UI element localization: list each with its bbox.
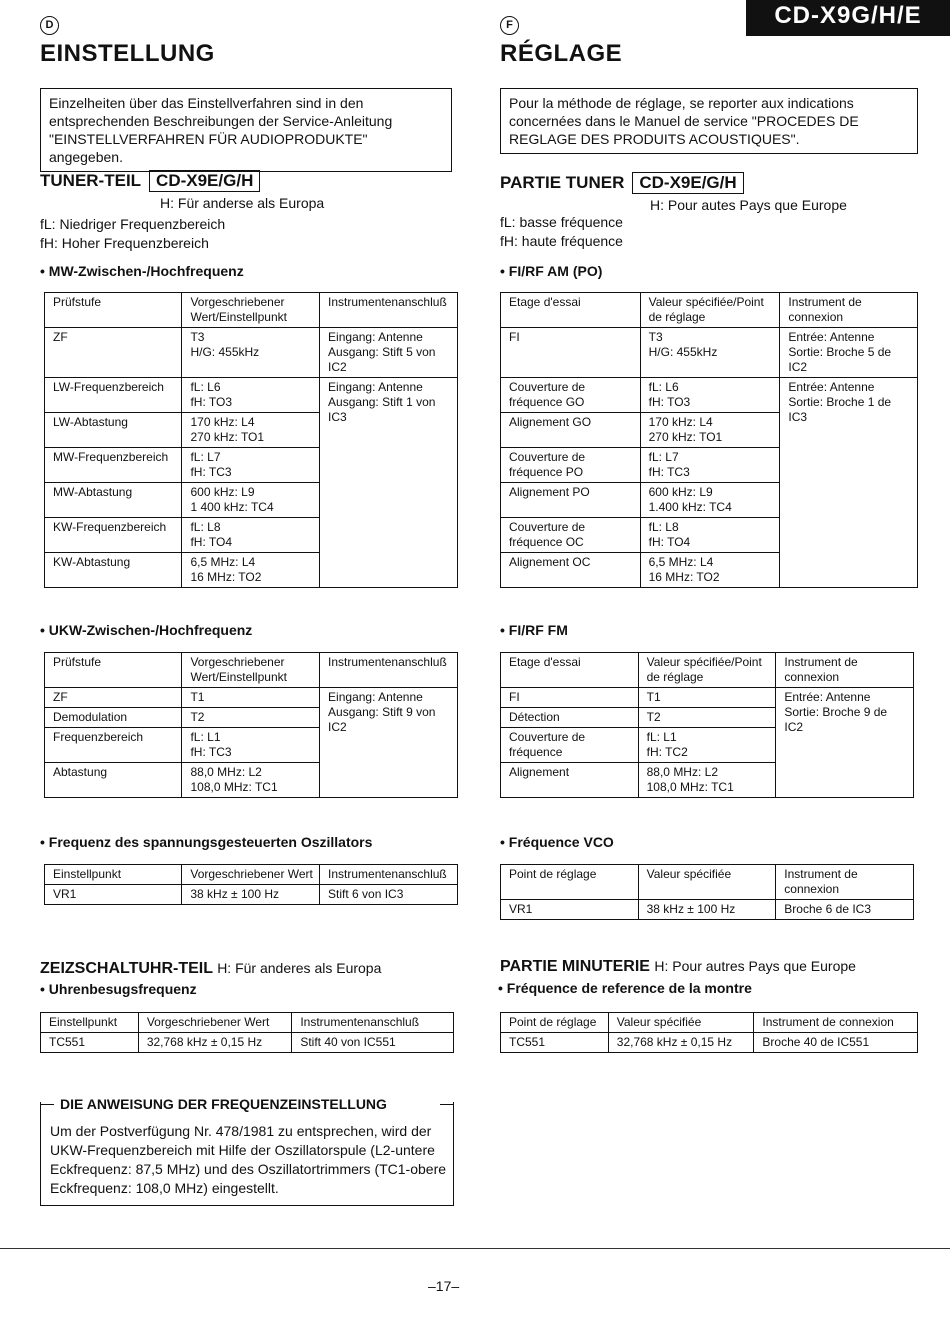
table-cell: Couverture de fréquence OC	[501, 518, 641, 553]
table-cell: Couverture de fréquence PO	[501, 448, 641, 483]
table-cell: T3 H/G: 455kHz	[640, 328, 780, 378]
table-header: Valeur spécifiée	[608, 1013, 754, 1033]
am-title-fr: • FI/RF AM (PO)	[500, 263, 603, 279]
fl-note-de: fL: Niedriger Frequenzbereich	[40, 216, 226, 232]
table-cell: Entrée: Antenne Sortie: Broche 5 de IC2	[780, 328, 918, 378]
clock-title-de: • Uhrenbesugsfrequenz	[40, 981, 197, 997]
table-header: Vorgeschriebener Wert/Einstellpunkt	[182, 293, 320, 328]
page-number: –17–	[428, 1278, 460, 1294]
mw-table-de	[44, 292, 458, 588]
vco-table-fr	[500, 864, 914, 920]
timer-sub-de: H: Für anderes als Europa	[217, 960, 382, 976]
footer-rule	[0, 1248, 950, 1249]
clock-table-de	[40, 1012, 454, 1053]
table-cell: T3 H/G: 455kHz	[182, 328, 320, 378]
clock-title-fr: • Fréquence de reference de la montre	[498, 980, 752, 996]
table-cell: fL: L7 fH: TC3	[640, 448, 780, 483]
mw-title-de: • MW-Zwischen-/Hochfrequenz	[40, 263, 244, 279]
tuner-model-box-de: CD-X9E/G/H	[149, 170, 260, 192]
table-cell: Stift 40 von IC551	[292, 1033, 454, 1053]
note-box-de: Einzelheiten über das Einstellverfahren sind in den entsprechenden Beschreibungen der Service-Anleitung "EINSTELLVERFAHREN FÜR AUDIOPRODUKTE" angegeben.	[40, 88, 452, 172]
table-header: Point de réglage	[501, 1013, 609, 1033]
heading-de: EINSTELLUNG	[40, 40, 215, 67]
table-cell: 38 kHz ± 100 Hz	[182, 885, 320, 905]
box-top-line-left	[40, 1104, 54, 1105]
table-cell: 88,0 MHz: L2 108,0 MHz: TC1	[638, 763, 776, 798]
tuner-section-title-fr	[500, 172, 744, 194]
table-cell: Couverture de fréquence GO	[501, 378, 641, 413]
table-cell: T1	[182, 688, 320, 708]
table-cell: 32,768 kHz ± 0,15 Hz	[138, 1033, 291, 1053]
table-cell: FI	[501, 328, 641, 378]
table-header: Instrument de connexion	[776, 653, 914, 688]
am-table-fr	[500, 292, 918, 588]
box-top-line-right	[440, 1104, 454, 1105]
table-header: Prüfstufe	[45, 293, 182, 328]
table-cell: VR1	[501, 900, 639, 920]
table-cell: fL: L1 fH: TC2	[638, 728, 776, 763]
table-cell: 32,768 kHz ± 0,15 Hz	[608, 1033, 754, 1053]
fm-title-fr: • FI/RF FM	[500, 622, 568, 638]
fh-note-de: fH: Hoher Frequenzbereich	[40, 235, 209, 251]
table-cell: LW-Abtastung	[45, 413, 182, 448]
table-cell: TC551	[501, 1033, 609, 1053]
table-header: Valeur spécifiée	[638, 865, 776, 900]
ukw-table-de	[44, 652, 458, 798]
fl-note-fr: fL: basse fréquence	[500, 214, 623, 230]
table-cell: 600 kHz: L9 1 400 kHz: TC4	[182, 483, 320, 518]
table-cell: MW-Abtastung	[45, 483, 182, 518]
table-header: Instrumentenanschluß	[320, 653, 458, 688]
table-cell: KW-Frequenzbereich	[45, 518, 182, 553]
table-cell: Broche 40 de IC551	[754, 1033, 918, 1053]
vco-title-fr: • Fréquence VCO	[500, 834, 614, 850]
table-cell: Demodulation	[45, 708, 182, 728]
table-cell: 6,5 MHz: L4 16 MHz: TO2	[182, 553, 320, 588]
table-cell: Eingang: Antenne Ausgang: Stift 1 von IC3	[320, 378, 458, 588]
ukw-title-de: • UKW-Zwischen-/Hochfrequenz	[40, 622, 253, 638]
clock-table-fr	[500, 1012, 918, 1053]
table-header: Point de réglage	[501, 865, 639, 900]
table-header: Etage d'essai	[501, 293, 641, 328]
fh-note-fr: fH: haute fréquence	[500, 233, 623, 249]
table-cell: Broche 6 de IC3	[776, 900, 914, 920]
timer-sub-fr: H: Pour autres Pays que Europe	[654, 958, 856, 974]
timer-section-title-fr	[500, 958, 856, 976]
table-cell: ZF	[45, 328, 182, 378]
tuner-title-de: TUNER-TEIL	[40, 171, 142, 190]
table-cell: fL: L8 fH: TO4	[182, 518, 320, 553]
table-cell: Abtastung	[45, 763, 182, 798]
table-cell: Couverture de fréquence	[501, 728, 639, 763]
table-cell: 170 kHz: L4 270 kHz: TO1	[640, 413, 780, 448]
tuner-model-box-fr: CD-X9E/G/H	[632, 172, 743, 194]
table-cell: fL: L6 fH: TO3	[182, 378, 320, 413]
table-cell: ZF	[45, 688, 182, 708]
table-header: Einstellpunkt	[41, 1013, 139, 1033]
language-mark-fr: F	[500, 16, 519, 35]
table-cell: VR1	[45, 885, 182, 905]
table-header: Instrument de connexion	[754, 1013, 918, 1033]
table-cell: Frequenzbereich	[45, 728, 182, 763]
table-cell: fL: L8 fH: TO4	[640, 518, 780, 553]
table-header: Instrumentenanschluß	[292, 1013, 454, 1033]
note-box-fr: Pour la méthode de réglage, se reporter aux indications concernées dans le Manuel de service "PROCEDES DE REGLAGE DES PRODUITS ACOUSTIQUES".	[500, 88, 918, 154]
model-banner: CD-X9G/H/E	[746, 0, 950, 36]
table-cell: FI	[501, 688, 639, 708]
table-header: Instrument de connexion	[780, 293, 918, 328]
table-cell: 6,5 MHz: L4 16 MHz: TO2	[640, 553, 780, 588]
table-cell: Alignement GO	[501, 413, 641, 448]
table-cell: Entrée: Antenne Sortie: Broche 1 de IC3	[780, 378, 918, 588]
vco-table-de	[44, 864, 458, 905]
table-cell: Entrée: Antenne Sortie: Broche 9 de IC2	[776, 688, 914, 798]
vco-title-de: • Frequenz des spannungsgesteuerten Oszillators	[40, 834, 373, 850]
timer-section-title-de	[40, 960, 381, 978]
fm-table-fr	[500, 652, 914, 798]
frequency-instruction-title: DIE ANWEISUNG DER FREQUENZEINSTELLUNG	[60, 1096, 387, 1112]
table-cell: T2	[182, 708, 320, 728]
table-cell: Eingang: Antenne Ausgang: Stift 5 von IC2	[320, 328, 458, 378]
tuner-title-fr: PARTIE TUNER	[500, 173, 625, 192]
table-header: Etage d'essai	[501, 653, 639, 688]
timer-title-de: ZEIZSCHALTUHR-TEIL	[40, 960, 213, 977]
table-header: Vorgeschriebener Wert	[182, 865, 320, 885]
table-header: Vorgeschriebener Wert/Einstellpunkt	[182, 653, 320, 688]
table-cell: 170 kHz: L4 270 kHz: TO1	[182, 413, 320, 448]
table-cell: 38 kHz ± 100 Hz	[638, 900, 776, 920]
heading-fr: RÉGLAGE	[500, 40, 623, 67]
tuner-section-title-de	[40, 170, 260, 192]
table-header: Einstellpunkt	[45, 865, 182, 885]
table-header: Valeur spécifiée/Point de réglage	[640, 293, 780, 328]
table-header: Instrument de connexion	[776, 865, 914, 900]
h-note-fr: H: Pour autes Pays que Europe	[650, 197, 847, 213]
table-cell: Eingang: Antenne Ausgang: Stift 9 von IC2	[320, 688, 458, 798]
table-cell: KW-Abtastung	[45, 553, 182, 588]
table-cell: Alignement OC	[501, 553, 641, 588]
table-cell: Alignement PO	[501, 483, 641, 518]
table-cell: 88,0 MHz: L2 108,0 MHz: TC1	[182, 763, 320, 798]
table-cell: 600 kHz: L9 1.400 kHz: TC4	[640, 483, 780, 518]
table-cell: TC551	[41, 1033, 139, 1053]
frequency-instruction-text: Um der Postverfügung Nr. 478/1981 zu entsprechen, wird der UKW-Frequenzbereich mit Hilfe der Oszillatorspule (L2-untere Eckfrequenz: 87,5 MHz) und des Oszillatortrimmers (TC1-obere Eckfrequenz: 108,0 MHz) eingestellt.	[50, 1123, 447, 1196]
table-cell: Stift 6 von IC3	[320, 885, 458, 905]
table-header: Vorgeschriebener Wert	[138, 1013, 291, 1033]
table-header: Instrumentenanschluß	[320, 293, 458, 328]
table-cell: fL: L1 fH: TC3	[182, 728, 320, 763]
table-cell: LW-Frequenzbereich	[45, 378, 182, 413]
table-cell: fL: L6 fH: TO3	[640, 378, 780, 413]
table-cell: T1	[638, 688, 776, 708]
table-header: Valeur spécifiée/Point de réglage	[638, 653, 776, 688]
h-note-de: H: Für anderse als Europa	[160, 195, 325, 211]
table-cell: T2	[638, 708, 776, 728]
table-cell: fL: L7 fH: TC3	[182, 448, 320, 483]
table-cell: Alignement	[501, 763, 639, 798]
table-header: Instrumentenanschluß	[320, 865, 458, 885]
table-header: Prüfstufe	[45, 653, 182, 688]
language-mark-de: D	[40, 16, 59, 35]
timer-title-fr: PARTIE MINUTERIE	[500, 958, 650, 975]
table-cell: Détection	[501, 708, 639, 728]
table-cell: MW-Frequenzbereich	[45, 448, 182, 483]
